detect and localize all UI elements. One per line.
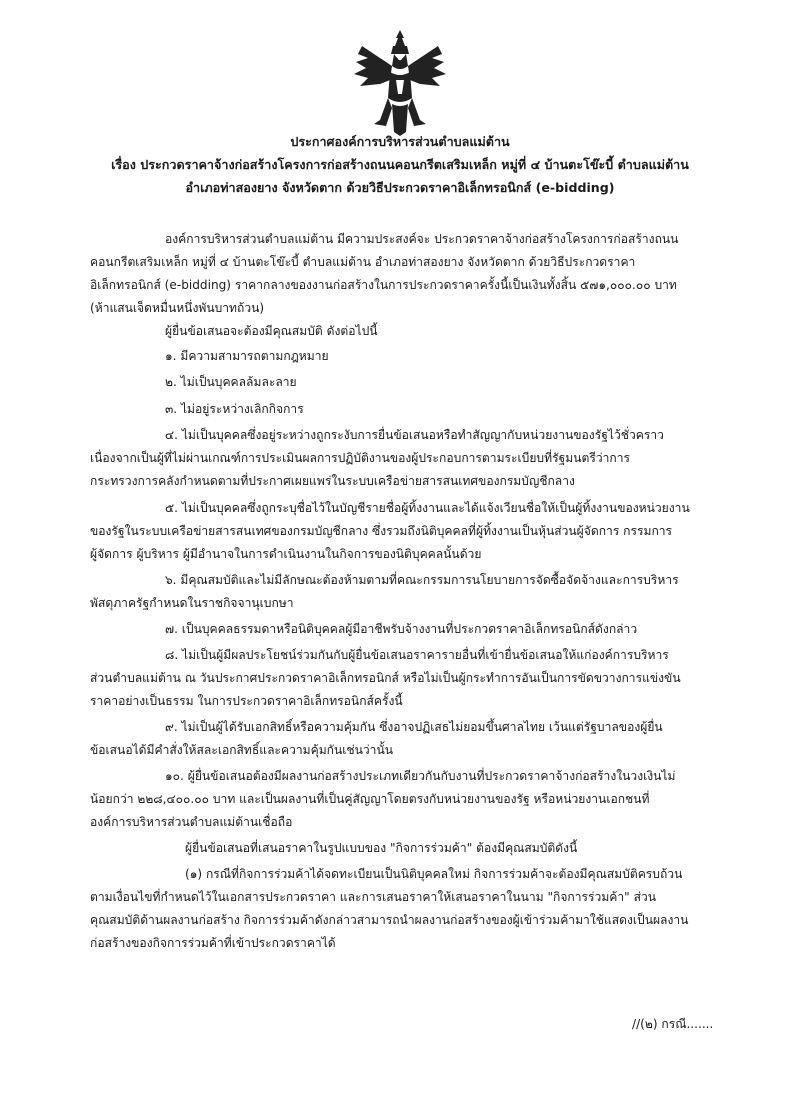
qualification-item: ๖. มีคุณสมบัติและไม่มีลักษณะต้องห้ามตามที่คณะกรรมการนโยบายการจัดซื้อจัดจ้างและการบริหาร (165, 573, 679, 587)
joint-venture-item: (๑) กรณีที่กิจการร่วมค้าได้จดทะเบียนเป็นนิติบุคคลใหม่ กิจการร่วมค้าจะต้องมีคุณสมบัติครบถ้วน (185, 867, 683, 881)
body-line: กระทรวงการคลังกำหนดตามที่ประกาศเผยแพร่ในระบบเครือข่ายสารสนเทศของกรมบัญชีกลาง (90, 474, 575, 488)
qualifications-heading: ผู้ยื่นข้อเสนอจะต้องมีคุณสมบัติ ดังต่อไปนี้ (165, 324, 378, 338)
qualification-item: ๑. มีความสามารถตามกฎหมาย (165, 349, 329, 363)
header-subject: เรื่อง ประกวดราคาจ้างก่อสร้างโครงการก่อสร้างถนนคอนกรีตเสริมเหล็ก หมู่ที่ ๔ บ้านตะโข๊ะบี้ ตำบลแม่ต้าน (111, 157, 689, 172)
body-line: น้อยกว่า ๒๒๘,๔๐๐.๐๐ บาท และเป็นผลงานที่เป็นคู่สัญญาโดยตรงกับหน่วยงานของรัฐ หรือหน่วยงานเอกชนที่ (90, 792, 650, 806)
continuation-marker: //(๒) กรณี....... (632, 1017, 714, 1031)
body-line: องค์การบริหารส่วนตำบลแม่ต้านเชื่อถือ (90, 815, 293, 829)
qualification-item: ๔. ไม่เป็นบุคคลซึ่งอยู่ระหว่างถูกระงับการยื่นข้อเสนอหรือทำสัญญากับหน่วยงานของรัฐไว้ชั่วคราว (165, 428, 664, 442)
qualification-item: ๘. ไม่เป็นผู้มีผลประโยชน์ร่วมกันกับผู้ยื่นข้อเสนอราคารายอื่นที่เข้ายื่นข้อเสนอให้แก่องค์การบริหาร (165, 648, 669, 662)
body-line: ของรัฐในระบบเครือข่ายสารสนเทศของกรมบัญชีกลาง ซึ่งรวมถึงนิติบุคคลที่ผู้ทิ้งงานเป็นหุ้นส่วนผู้จัดการ กรรมการ (90, 524, 673, 538)
body-line: ตามเงื่อนไขที่กำหนดไว้ในเอกสารประกวดราคา และการเสนอราคาให้เสนอราคาในนาม "กิจการร่วมค้า" ส่วน (90, 890, 657, 904)
body-line: องค์การบริหารส่วนตำบลแม่ต้าน มีความประสงค์จะ ประกวดราคาจ้างก่อสร้างโครงการก่อสร้างถนน (165, 232, 679, 246)
header-subject-cont: อำเภอท่าสองยาง จังหวัดตาก ด้วยวิธีประกวดราคาอิเล็กทรอนิกส์ (e-bidding) (185, 180, 615, 195)
qualification-item: ๕. ไม่เป็นบุคคลซึ่งถูกระบุชื่อไว้ในบัญชีรายชื่อผู้ทิ้งงานและได้แจ้งเวียนชื่อให้เป็นผู้ทิ้งงานของหน่วยงาน (165, 501, 690, 515)
body-line: คอนกรีตเสริมเหล็ก หมู่ที่ ๔ บ้านตะโข๊ะบี้ ตำบลแม่ต้าน อำเภอท่าสองยาง จังหวัดตาก ด้วยวิธีประกวดราคา (90, 255, 636, 269)
body-line: ผู้จัดการ ผู้บริหาร ผู้มีอำนาจในการดำเนินงานในกิจการของนิติบุคคลนั้นด้วย (90, 547, 482, 561)
qualification-item: ๗. เป็นบุคคลธรรมดาหรือนิติบุคคลผู้มีอาชีพรับจ้างงานที่ประกวดราคาอิเล็กทรอนิกส์ดังกล่าว (165, 622, 638, 636)
qualification-item: ๓. ไม่อยู่ระหว่างเลิกกิจการ (165, 402, 304, 416)
body-line: ราคาอย่างเป็นธรรม ในการประกวดราคาอิเล็กทรอนิกส์ครั้งนี้ (90, 694, 403, 708)
qualification-item: ๑๐. ผู้ยื่นข้อเสนอต้องมีผลงานก่อสร้างประเภทเดียวกันกับงานที่ประกวดราคาจ้างก่อสร้างในวงเงินไม่ (165, 769, 676, 783)
body-line: เนื่องจากเป็นผู้ที่ไม่ผ่านเกณฑ์การประเมินผลการปฏิบัติงานของผู้ประกอบการตามระเบียบที่รัฐมนตรีว่าการ (90, 451, 631, 465)
body-line: ก่อสร้างของกิจการร่วมค้าที่เข้าประกวดราคาได้ (90, 936, 336, 950)
body-line: ข้อเสนอได้มีคำสั่งให้สละเอกสิทธิ์และความคุ้มกันเช่นว่านั้น (90, 743, 393, 757)
joint-venture-heading: ผู้ยื่นข้อเสนอที่เสนอราคาในรูปแบบของ "กิจการร่วมค้า" ต้องมีคุณสมบัติดังนี้ (185, 841, 578, 855)
qualification-item: ๒. ไม่เป็นบุคคลล้มละลาย (165, 375, 297, 389)
header-title: ประกาศองค์การบริหารส่วนตำบลแม่ต้าน (290, 134, 510, 149)
body-line: ส่วนตำบลแม่ต้าน ณ วันประกาศประกวดราคาอิเล็กทรอนิกส์ หรือไม่เป็นผู้กระทำการอันเป็นการขัดขวางการแข่งขัน (90, 671, 681, 685)
body-line: (ห้าแสนเจ็ดหมื่นหนึ่งพันบาทถ้วน) (90, 301, 265, 315)
body-line: พัสดุภาครัฐกำหนดในราชกิจจานุเบกษา (90, 596, 294, 610)
garuda-emblem-icon (350, 28, 450, 140)
body-line: คุณสมบัติด้านผลงานก่อสร้าง กิจการร่วมค้าดังกล่าวสามารถนำผลงานก่อสร้างของผู้เข้าร่วมค้ามาใช้แสดงเป็นผลงาน (90, 913, 689, 927)
body-line: อิเล็กทรอนิกส์ (e-bidding) ราคากลางของงานก่อสร้างในการประกวดราคาครั้งนี้เป็นเงินทั้งสิ้น ๕๗๑,๐๐๐.๐๐ บาท (90, 278, 677, 292)
qualification-item: ๙. ไม่เป็นผู้ได้รับเอกสิทธิ์หรือความคุ้มกัน ซึ่งอาจปฏิเสธไม่ยอมขึ้นศาลไทย เว้นแต่รัฐบาลของผู้ยื่น (165, 720, 663, 734)
